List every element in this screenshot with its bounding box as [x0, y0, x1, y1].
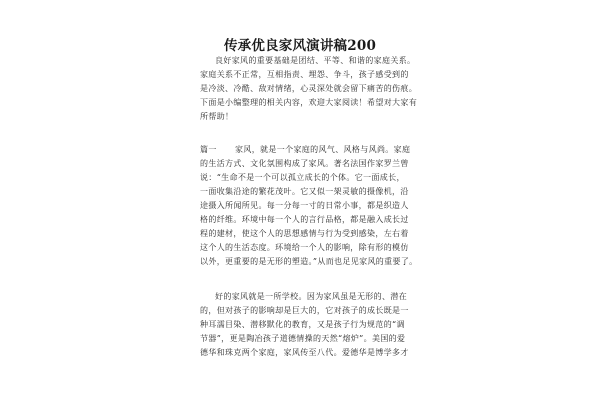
section-two-line: 种耳濡目染、潜移默化的教育，又是孩子行为规范的“调 — [200, 320, 405, 329]
section-two-line: 德华和珠克两个家庭，家风传至八代。爱德华是博学多才 — [200, 348, 409, 357]
section-one-line: 途摄入所闻所见。每一分每一寸的日常小事，都是织造人 — [200, 201, 409, 210]
section-two-line: 的，但对孩子的影响却是巨大的，它对孩子的成长既是一 — [200, 306, 409, 315]
section-one-line: 格的纤维。环境中每一个人的言行品格，都是融入成长过 — [200, 215, 409, 224]
section-one-opening-text: 家风，就是一个家庭的风气、风格与风尚。家庭 — [235, 145, 411, 154]
intro-line: 是冷淡、冷酷、敌对情绪，心灵深处就会留下痛苦的伤痕。 — [200, 84, 418, 93]
intro-line: 下面是小编整理的相关内容，欢迎大家阅读！希望对大家有 — [200, 98, 418, 107]
section-one-line: 的生活方式、文化氛围构成了家风。著名法国作家罗兰曾 — [200, 159, 409, 168]
section-two-line: 节器”，更是陶冶孩子道德情操的天然“熔炉”。美国的爱 — [200, 334, 406, 343]
section-one-line: 程的建材，使这个人的思想感情与行为受到感染，左右着 — [200, 229, 409, 238]
intro-line: 所帮助！ — [200, 112, 234, 121]
section-one-line: 以外，更重要的是无形的塑造。”从而也足见家风的重要了。 — [200, 257, 418, 266]
intro-line: 良好家风的重要基础是团结、平等、和谐的家庭关系。 — [215, 56, 416, 65]
section-one-line: 这个人的生活态度。环境给一个人的影响，除有形的模仿 — [200, 243, 409, 252]
section-one-line: 说：“生命不是一个可以孤立成长的个体。它一面成长， — [200, 173, 405, 182]
section-one-line: 一面收集沿途的繁花茂叶。它又似一架灵敏的摄像机，沿 — [200, 187, 409, 196]
section-two-line: 好的家风就是一所学校。因为家风虽是无形的、潜在 — [215, 292, 408, 301]
document-title: 传承优良家风演讲稿200 — [223, 38, 377, 54]
intro-line: 家庭关系不正常，互相指责、埋怨、争斗，孩子感受到的 — [200, 70, 409, 79]
section-label: 篇一 — [200, 145, 217, 154]
